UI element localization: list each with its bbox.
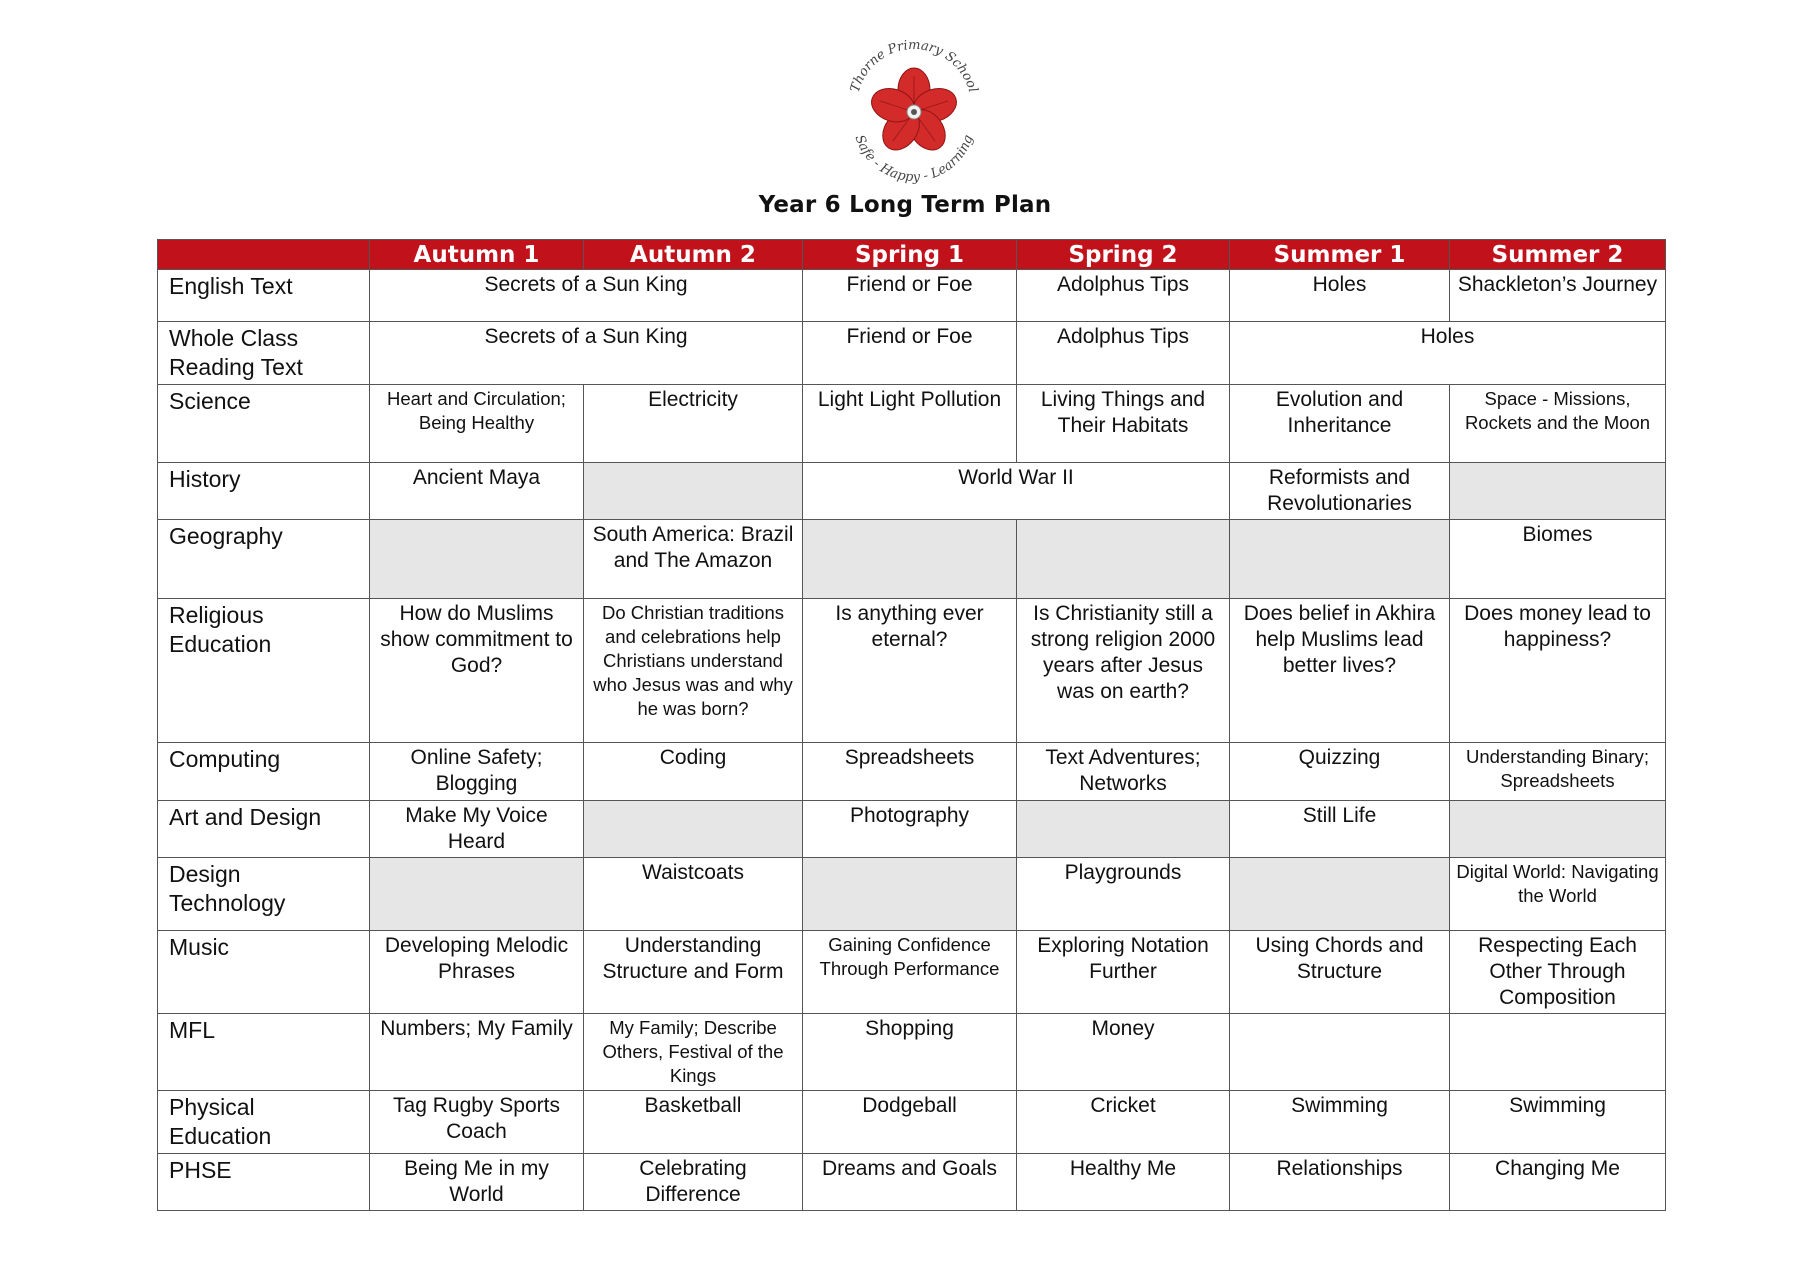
plan-cell: Quizzing xyxy=(1230,743,1450,801)
subject-label: Music xyxy=(158,931,370,1014)
plan-cell: Is Christianity still a strong religion 2000 years after Jesus was on earth? xyxy=(1017,599,1230,743)
plan-cell: My Family; Describe Others, Festival of the Kings xyxy=(584,1014,803,1091)
plan-cell xyxy=(1230,1014,1450,1091)
plan-cell: Secrets of a Sun King xyxy=(370,270,803,322)
plan-cell: Spreadsheets xyxy=(803,743,1017,801)
plan-cell: Digital World: Navigating the World xyxy=(1450,858,1666,931)
plan-cell: Text Adventures; Networks xyxy=(1017,743,1230,801)
plan-cell: Electricity xyxy=(584,385,803,463)
plan-cell: Space - Missions, Rockets and the Moon xyxy=(1450,385,1666,463)
plan-cell: Exploring Notation Further xyxy=(1017,931,1230,1014)
subject-label: MFL xyxy=(158,1014,370,1091)
table-row xyxy=(158,858,1666,931)
table-row xyxy=(158,1014,1666,1091)
logo-school-name: Thorne Primary School xyxy=(847,37,981,95)
plan-cell: Healthy Me xyxy=(1017,1154,1230,1211)
plan-cell: Light Light Pollution xyxy=(803,385,1017,463)
plan-cell: Waistcoats xyxy=(584,858,803,931)
subject-label: Computing xyxy=(158,743,370,801)
plan-cell: Swimming xyxy=(1450,1091,1666,1154)
plan-cell: Does belief in Akhira help Muslims lead better lives? xyxy=(1230,599,1450,743)
empty-cell xyxy=(1230,858,1450,931)
subject-label: Physical Education xyxy=(158,1091,370,1154)
plan-cell: Shopping xyxy=(803,1014,1017,1091)
table-row xyxy=(158,931,1666,1014)
table-row xyxy=(158,1091,1666,1154)
subject-label: Design Technology xyxy=(158,858,370,931)
empty-cell xyxy=(1230,520,1450,599)
plan-cell: Online Safety; Blogging xyxy=(370,743,584,801)
subject-label: English Text xyxy=(158,270,370,322)
plan-cell: Tag Rugby Sports Coach xyxy=(370,1091,584,1154)
header-row xyxy=(158,240,1666,270)
plan-cell: Make My Voice Heard xyxy=(370,801,584,858)
plan-cell: Does money lead to happiness? xyxy=(1450,599,1666,743)
table-row xyxy=(158,463,1666,520)
plan-cell: Changing Me xyxy=(1450,1154,1666,1211)
subject-label: Whole Class Reading Text xyxy=(158,322,370,385)
plan-cell: Understanding Structure and Form xyxy=(584,931,803,1014)
term-header: Spring 2 xyxy=(1017,240,1230,270)
plan-cell: Still Life xyxy=(1230,801,1450,858)
plan-cell: Basketball xyxy=(584,1091,803,1154)
plan-cell: Understanding Binary; Spreadsheets xyxy=(1450,743,1666,801)
plan-cell: Cricket xyxy=(1017,1091,1230,1154)
plan-cell: Do Christian traditions and celebrations help Christians understand who Jesus was and why he was born? xyxy=(584,599,803,743)
plan-cell: Dreams and Goals xyxy=(803,1154,1017,1211)
table-row xyxy=(158,1154,1666,1211)
plan-cell: Celebrating Difference xyxy=(584,1154,803,1211)
plan-cell: Adolphus Tips xyxy=(1017,322,1230,385)
plan-cell: Reformists and Revolutionaries xyxy=(1230,463,1450,520)
plan-cell: Numbers; My Family xyxy=(370,1014,584,1091)
term-header: Spring 1 xyxy=(803,240,1017,270)
plan-cell: Swimming xyxy=(1230,1091,1450,1154)
subject-label: Geography xyxy=(158,520,370,599)
logo-motto: Safe - Happy - Learning xyxy=(851,133,977,186)
empty-cell xyxy=(370,858,584,931)
table-row xyxy=(158,322,1666,385)
table-row xyxy=(158,270,1666,322)
empty-cell xyxy=(1017,801,1230,858)
empty-cell xyxy=(803,858,1017,931)
plan-cell: Biomes xyxy=(1450,520,1666,599)
plan-cell: Friend or Foe xyxy=(803,270,1017,322)
subject-label: PHSE xyxy=(158,1154,370,1211)
plan-cell: How do Muslims show commitment to God? xyxy=(370,599,584,743)
plan-cell: Relationships xyxy=(1230,1154,1450,1211)
plan-cell: Secrets of a Sun King xyxy=(370,322,803,385)
plan-cell: Is anything ever eternal? xyxy=(803,599,1017,743)
table-row xyxy=(158,743,1666,801)
school-logo xyxy=(835,32,993,190)
plan-cell: Developing Melodic Phrases xyxy=(370,931,584,1014)
plan-cell: Being Me in my World xyxy=(370,1154,584,1211)
term-header: Autumn 2 xyxy=(584,240,803,270)
table-row xyxy=(158,520,1666,599)
plan-cell: Coding xyxy=(584,743,803,801)
plan-cell: Holes xyxy=(1230,270,1450,322)
plan-cell: Living Things and Their Habitats xyxy=(1017,385,1230,463)
plan-cell: World War II xyxy=(803,463,1230,520)
subject-label: Art and Design xyxy=(158,801,370,858)
plan-cell xyxy=(1450,1014,1666,1091)
table-row xyxy=(158,801,1666,858)
subject-label: Science xyxy=(158,385,370,463)
svg-text:Safe - Happy - Learning xyxy=(851,133,976,185)
empty-cell xyxy=(584,801,803,858)
empty-cell xyxy=(1017,520,1230,599)
plan-cell: Heart and Circulation; Being Healthy xyxy=(370,385,584,463)
empty-cell xyxy=(803,520,1017,599)
term-header: Summer 2 xyxy=(1450,240,1666,270)
plan-cell: Playgrounds xyxy=(1017,858,1230,931)
plan-cell: Photography xyxy=(803,801,1017,858)
plan-cell: Friend or Foe xyxy=(803,322,1017,385)
plan-cell: Shackleton’s Journey xyxy=(1450,270,1666,322)
plan-cell: Respecting Each Other Through Composition xyxy=(1450,931,1666,1014)
term-header: Autumn 1 xyxy=(370,240,584,270)
flower-icon xyxy=(867,68,961,157)
page-title: Year 6 Long Term Plan xyxy=(758,192,1052,218)
plan-cell: Adolphus Tips xyxy=(1017,270,1230,322)
empty-cell xyxy=(1450,463,1666,520)
plan-cell: Evolution and Inheritance xyxy=(1230,385,1450,463)
table-row xyxy=(158,385,1666,463)
plan-cell: Dodgeball xyxy=(803,1091,1017,1154)
long-term-plan-table xyxy=(157,239,1666,1211)
plan-cell: South America: Brazil and The Amazon xyxy=(584,520,803,599)
empty-cell xyxy=(370,520,584,599)
term-header: Summer 1 xyxy=(1230,240,1450,270)
table-row xyxy=(158,599,1666,743)
header-corner xyxy=(158,240,370,270)
plan-body xyxy=(158,270,1666,1211)
empty-cell xyxy=(1450,801,1666,858)
plan-cell: Using Chords and Structure xyxy=(1230,931,1450,1014)
empty-cell xyxy=(584,463,803,520)
subject-label: Religious Education xyxy=(158,599,370,743)
plan-cell: Ancient Maya xyxy=(370,463,584,520)
plan-cell: Money xyxy=(1017,1014,1230,1091)
subject-label: History xyxy=(158,463,370,520)
plan-cell: Holes xyxy=(1230,322,1666,385)
plan-cell: Gaining Confidence Through Performance xyxy=(803,931,1017,1014)
